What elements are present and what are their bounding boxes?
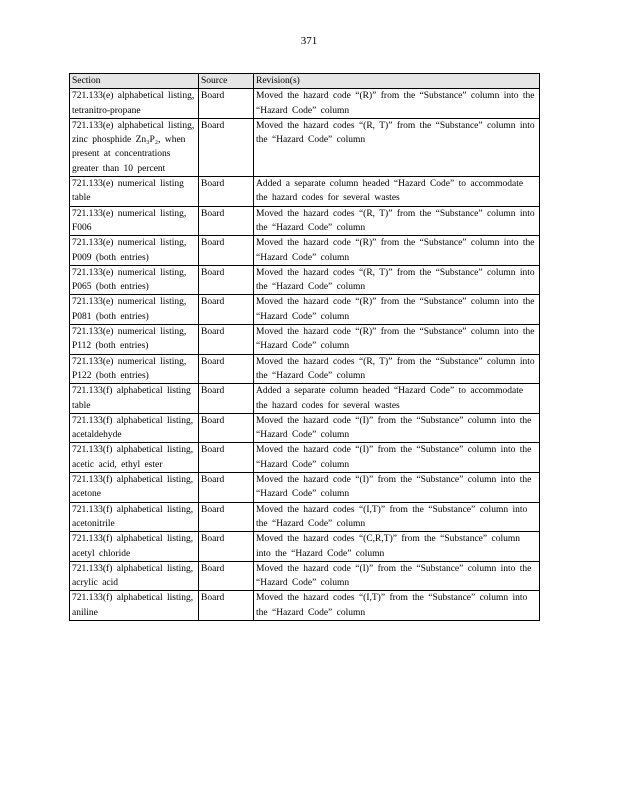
table-row <box>70 384 540 414</box>
table-row <box>70 561 540 591</box>
cell-source: Board <box>199 118 254 176</box>
cell-section: 721.133(f) alphabetical listing, acetyl chloride <box>70 532 199 562</box>
table-row <box>70 354 540 384</box>
page-number: 371 <box>300 35 318 47</box>
header-revision: Revision(s) <box>254 74 540 89</box>
cell-revision: Added a separate column headed “Hazard Code” to accommodate the hazard codes for several wastes <box>254 384 540 414</box>
table-row <box>70 325 540 355</box>
cell-revision: Moved the hazard code “(R)” from the “Substance” column into the “Hazard Code” column <box>254 325 540 355</box>
cell-source: Board <box>199 473 254 503</box>
table-row <box>70 177 540 207</box>
cell-revision: Moved the hazard codes “(C,R,T)” from the “Substance” column into the “Hazard Code” column <box>254 532 540 562</box>
cell-section: 721.133(f) alphabetical listing, aniline <box>70 591 199 621</box>
cell-revision: Moved the hazard codes “(I,T)” from the “Substance” column into the “Hazard Code” column <box>254 591 540 621</box>
cell-source: Board <box>199 325 254 355</box>
table-row <box>70 443 540 473</box>
cell-section: 721.133(e) numerical listing, P065 (both entries) <box>70 265 199 295</box>
table-row <box>70 591 540 621</box>
cell-section: 721.133(e) numerical listing, F006 <box>70 206 199 236</box>
cell-source: Board <box>199 561 254 591</box>
cell-section: 721.133(e) alphabetical listing, tetranitro-propane <box>70 89 199 119</box>
cell-revision: Moved the hazard code “(I)” from the “Substance” column into the “Hazard Code” column <box>254 473 540 503</box>
cell-section: 721.133(e) numerical listing, P081 (both entries) <box>70 295 199 325</box>
cell-section: 721.133(e) numerical listing, P112 (both entries) <box>70 325 199 355</box>
cell-source: Board <box>199 206 254 236</box>
cell-revision: Moved the hazard code “(R)” from the “Substance” column into the “Hazard Code” column <box>254 295 540 325</box>
cell-source: Board <box>199 532 254 562</box>
cell-section: 721.133(f) alphabetical listing, acetone <box>70 473 199 503</box>
cell-source: Board <box>199 443 254 473</box>
table-row <box>70 473 540 503</box>
cell-revision: Moved the hazard codes “(R, T)” from the “Substance” column into the “Hazard Code” column <box>254 206 540 236</box>
revision-table <box>69 73 540 621</box>
cell-source: Board <box>199 591 254 621</box>
cell-source: Board <box>199 502 254 532</box>
cell-section: 721.133(e) numerical listing, P009 (both entries) <box>70 236 199 266</box>
table-row <box>70 265 540 295</box>
table-row <box>70 236 540 266</box>
cell-source: Board <box>199 236 254 266</box>
table-row <box>70 118 540 176</box>
table-row <box>70 413 540 443</box>
cell-revision: Moved the hazard code “(I)” from the “Substance” column into the “Hazard Code” column <box>254 443 540 473</box>
cell-section: 721.133(f) alphabetical listing, acrylic acid <box>70 561 199 591</box>
cell-source: Board <box>199 354 254 384</box>
cell-revision: Moved the hazard codes “(I,T)” from the “Substance” column into the “Hazard Code” column <box>254 502 540 532</box>
table-row <box>70 295 540 325</box>
cell-source: Board <box>199 177 254 207</box>
table-body <box>70 89 540 621</box>
cell-source: Board <box>199 89 254 119</box>
cell-source: Board <box>199 413 254 443</box>
cell-source: Board <box>199 265 254 295</box>
cell-revision: Moved the hazard codes “(R, T)” from the “Substance” column into the “Hazard Code” column <box>254 118 540 176</box>
cell-section: 721.133(e) alphabetical listing, zinc phosphide Zn₃P₂, when present at concentrations greater than 10 percent <box>70 118 199 176</box>
cell-revision: Moved the hazard codes “(R, T)” from the “Substance” column into the “Hazard Code” column <box>254 265 540 295</box>
table-row <box>70 206 540 236</box>
cell-revision: Moved the hazard code “(R)” from the “Substance” column into the “Hazard Code” column <box>254 89 540 119</box>
cell-revision: Moved the hazard codes “(R, T)” from the “Substance” column into the “Hazard Code” column <box>254 354 540 384</box>
cell-source: Board <box>199 295 254 325</box>
cell-section: 721.133(e) numerical listing, P122 (both entries) <box>70 354 199 384</box>
cell-revision: Moved the hazard code “(I)” from the “Substance” column into the “Hazard Code” column <box>254 413 540 443</box>
table-row <box>70 532 540 562</box>
cell-revision: Moved the hazard code “(R)” from the “Substance” column into the “Hazard Code” column <box>254 236 540 266</box>
header-source: Source <box>199 74 254 89</box>
cell-section: 721.133(e) numerical listing table <box>70 177 199 207</box>
cell-section: 721.133(f) alphabetical listing, acetic acid, ethyl ester <box>70 443 199 473</box>
header-section: Section <box>70 74 199 89</box>
table-row <box>70 502 540 532</box>
cell-section: 721.133(f) alphabetical listing table <box>70 384 199 414</box>
cell-revision: Added a separate column headed “Hazard Code” to accommodate the hazard codes for several wastes <box>254 177 540 207</box>
cell-section: 721.133(f) alphabetical listing, acetonitrile <box>70 502 199 532</box>
cell-revision: Moved the hazard code “(I)” from the “Substance” column into the “Hazard Code” column <box>254 561 540 591</box>
table-row <box>70 89 540 119</box>
cell-source: Board <box>199 384 254 414</box>
table-header-row <box>70 74 540 89</box>
cell-section: 721.133(f) alphabetical listing, acetaldehyde <box>70 413 199 443</box>
